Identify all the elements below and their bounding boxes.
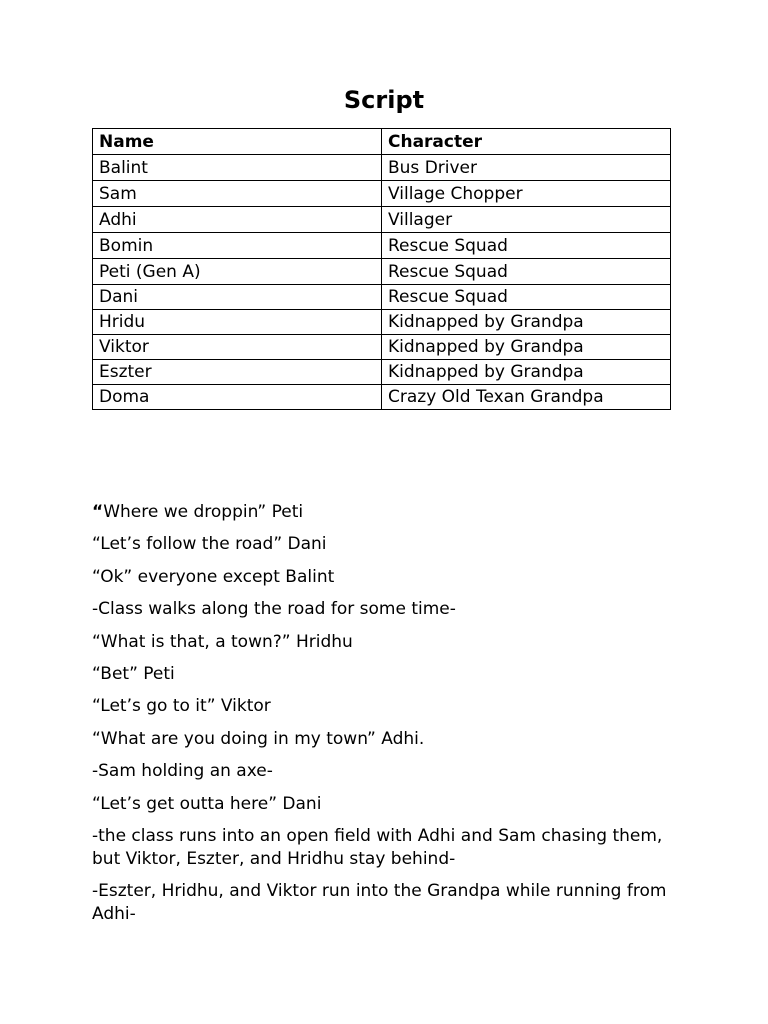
cast-character-cell: Kidnapped by Grandpa xyxy=(382,310,671,335)
cast-name-cell: Doma xyxy=(93,385,382,410)
script-line: “Let’s follow the road” Dani xyxy=(92,534,327,555)
table-row xyxy=(93,259,671,285)
cast-name-cell: Eszter xyxy=(93,360,382,385)
script-line: “Let’s get outta here” Dani xyxy=(92,793,322,814)
cast-character-cell: Kidnapped by Grandpa xyxy=(382,335,671,360)
cast-name-cell: Hridu xyxy=(93,310,382,335)
cast-name-cell: Balint xyxy=(93,155,382,181)
table-row xyxy=(93,207,671,233)
cast-name-cell: Dani xyxy=(93,285,382,310)
script-line: “Let’s go to it” Viktor xyxy=(92,696,271,717)
script-line: “What is that, a town?” Hridhu xyxy=(92,631,353,652)
table-row xyxy=(93,155,671,181)
column-header-name: Name xyxy=(93,129,382,155)
cast-name-cell: Bomin xyxy=(93,233,382,259)
cast-name-cell: Sam xyxy=(93,181,382,207)
cast-character-cell: Rescue Squad xyxy=(382,285,671,310)
cast-character-cell: Kidnapped by Grandpa xyxy=(382,360,671,385)
opening-quote: “ xyxy=(92,502,104,522)
cast-character-cell: Rescue Squad xyxy=(382,233,671,259)
table-row xyxy=(93,385,671,410)
cast-character-cell: Rescue Squad xyxy=(382,259,671,285)
cast-name-cell: Adhi xyxy=(93,207,382,233)
table-header-row xyxy=(93,129,671,155)
stage-direction: -the class runs into an open field with Adhi and Sam chasing them, but Viktor, Eszter, and Hridhu stay behind- xyxy=(92,825,663,869)
cast-name-cell: Viktor xyxy=(93,335,382,360)
script-line: “What are you doing in my town” Adhi. xyxy=(92,728,425,749)
stage-direction: -Class walks along the road for some time- xyxy=(92,599,456,620)
table-row xyxy=(93,335,671,360)
cast-character-cell: Villager xyxy=(382,207,671,233)
stage-direction: -Sam holding an axe- xyxy=(92,761,273,782)
cast-table xyxy=(92,128,671,410)
cast-name-cell: Peti (Gen A) xyxy=(93,259,382,285)
table-row xyxy=(93,181,671,207)
table-row xyxy=(93,360,671,385)
script-line: “Bet” Peti xyxy=(92,663,175,684)
table-row xyxy=(93,310,671,335)
script-line: “Ok” everyone except Balint xyxy=(92,566,335,587)
script-line-text: Where we droppin” Peti xyxy=(103,502,304,522)
table-row xyxy=(93,285,671,310)
table-row xyxy=(93,233,671,259)
cast-character-cell: Bus Driver xyxy=(382,155,671,181)
page-title: Script xyxy=(343,86,425,114)
cast-character-cell: Crazy Old Texan Grandpa xyxy=(382,385,671,410)
script-line xyxy=(92,501,672,524)
stage-direction: -Eszter, Hridhu, and Viktor run into the Grandpa while running from Adhi- xyxy=(92,880,667,924)
script-body xyxy=(92,501,672,935)
column-header-character: Character xyxy=(382,129,671,155)
cast-character-cell: Village Chopper xyxy=(382,181,671,207)
